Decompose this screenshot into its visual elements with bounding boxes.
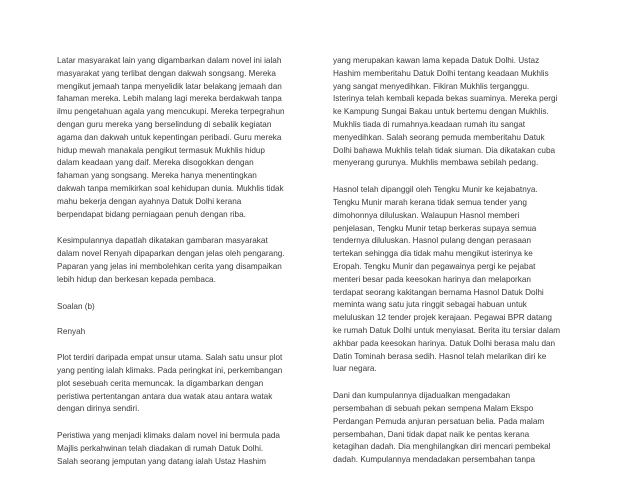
left-column xyxy=(57,55,305,483)
right-column xyxy=(333,55,588,481)
paragraph-hasnol: Hasnol telah dipanggil oleh Tengku Munir ke kejabatnya. Tengku Munir marah kerana tidak semua tender yang dimohonnya diluluskan. Walaupun Hasnol memberi penjelasan, Tengku Munir tetap berkeras supaya semua tendernya diluluskan. Hasnol pulang dengan perasaan tertekan sehingga dia tidak mahu mengikut isterinya ke Eropah. Tengku Munir dan pegawainya pergi ke pejabat menteri besar pada keesokan harinya dan melaporkan terdapat seorang kakitangan bernama Hasnol Datuk Dolhi meminta wang satu juta ringgit sebagai habuan untuk meluluskan 12 tender projek kerajaan. Pegawai BPR datang ke rumah Datuk Dolhi untuk menyiasat. Berita itu tersiar dalam akhbar pada keesokan harinya. Datuk Dolhi berasa malu dan Datin Tominah berasa sedih. Hasnol telah melarikan diri ke luar negara. xyxy=(333,185,561,374)
paragraph-dakwah-songsang: Latar masyarakat lain yang digambarkan dalam novel ini ialah masyarakat yang terlibat dengan dakwah songsang. Mereka mengikut jemaah tanpa menyelidik latar belakang jemaah dan fahaman mereka. Lebih malang lagi mereka berdakwah tanpa ilmu pengetahuan agala yang mencukupi. Mereka terpegrahun dengan guru mereka yang berselindung di sebalik kegiatan agama dan dakwah untuk kepentingan peribadi. Guru mereka hidup mewah manakala pengikut termasuk Mukhlis hidup dalam keadaan yang daif. Mereka disogokkan dengan fahaman yang songsang. Mereka hanya menentingkan dakwah tanpa memikirkan soal kehidupan dunia. Mukhlis tidak mahu bekerja dengan ayahnya Datuk Dolhi kerana berpendapat bidang perniagaan penuh dengan riba. xyxy=(57,56,285,219)
paragraph-klimaks: Peristiwa yang menjadi klimaks dalam novel ini bermula pada Majlis perkahwinan telah diadakan di rumah Datuk Dolhi. Salah seorang jemputan yang datang ialah Ustaz Hashim xyxy=(57,431,280,466)
paragraph-kesimpulan: Kesimpulannya dapatlah dikatakan gambaran masyarakat dalam novel Renyah dipaparkan dengan jelas oleh pengarang. Paparan yang jelas ini membolehkan cerita yang disampaikan lebih hidup dan berkesan kepada pembaca. xyxy=(57,236,285,284)
question-heading: Soalan (b) xyxy=(57,301,95,311)
paragraph-plot: Plot terdiri daripada empat unsur utama. Salah satu unsur plot yang penting ialah klimaks. Pada peringkat ini, perkembangan plot sesebuah cerita memuncak. Ia digambarkan dengan peristiwa pertentangan antara dua watak atau antara watak dengan dirinya sendiri. xyxy=(57,353,283,414)
paragraph-ustaz-hashim: yang merupakan kawan lama kepada Datuk Dolhi. Ustaz Hashim memberitahu Datuk Dolhi tentang keadaan Mukhlis yang sangat menyedihkan. Fikiran Mukhlis terganggu. Isterinya telah kembali kepada bekas suaminya. Mereka pergi ke Kampung Sungai Bakau untuk bertemu dengan Mukhlis. Mukhlis tiada di rumahnya.keadaan rumah itu sangat menyedihkan. Salah seorang pemuda memberitahu Datuk Dolhi bahawa Mukhlis telah tidak siuman. Dia dikatakan cuba menyerang gurunya. Mukhlis membawa sebilah pedang. xyxy=(333,56,558,168)
paragraph-dani: Dani dan kumpulannya dijadualkan mengadakan persembahan di sebuah pekan sempena Malam Ekspo Perdangan Pemuda anjuran persatuan belia. Pada malam persembahan, Dani tidak dapat naik ke pentas kerana ketagihan dadah. Dia menghilangkan diri mencari pembekal dadah. Kumpulannya mendadakan persembahan tanpa xyxy=(333,391,551,465)
novel-title: Renyah xyxy=(57,327,86,337)
